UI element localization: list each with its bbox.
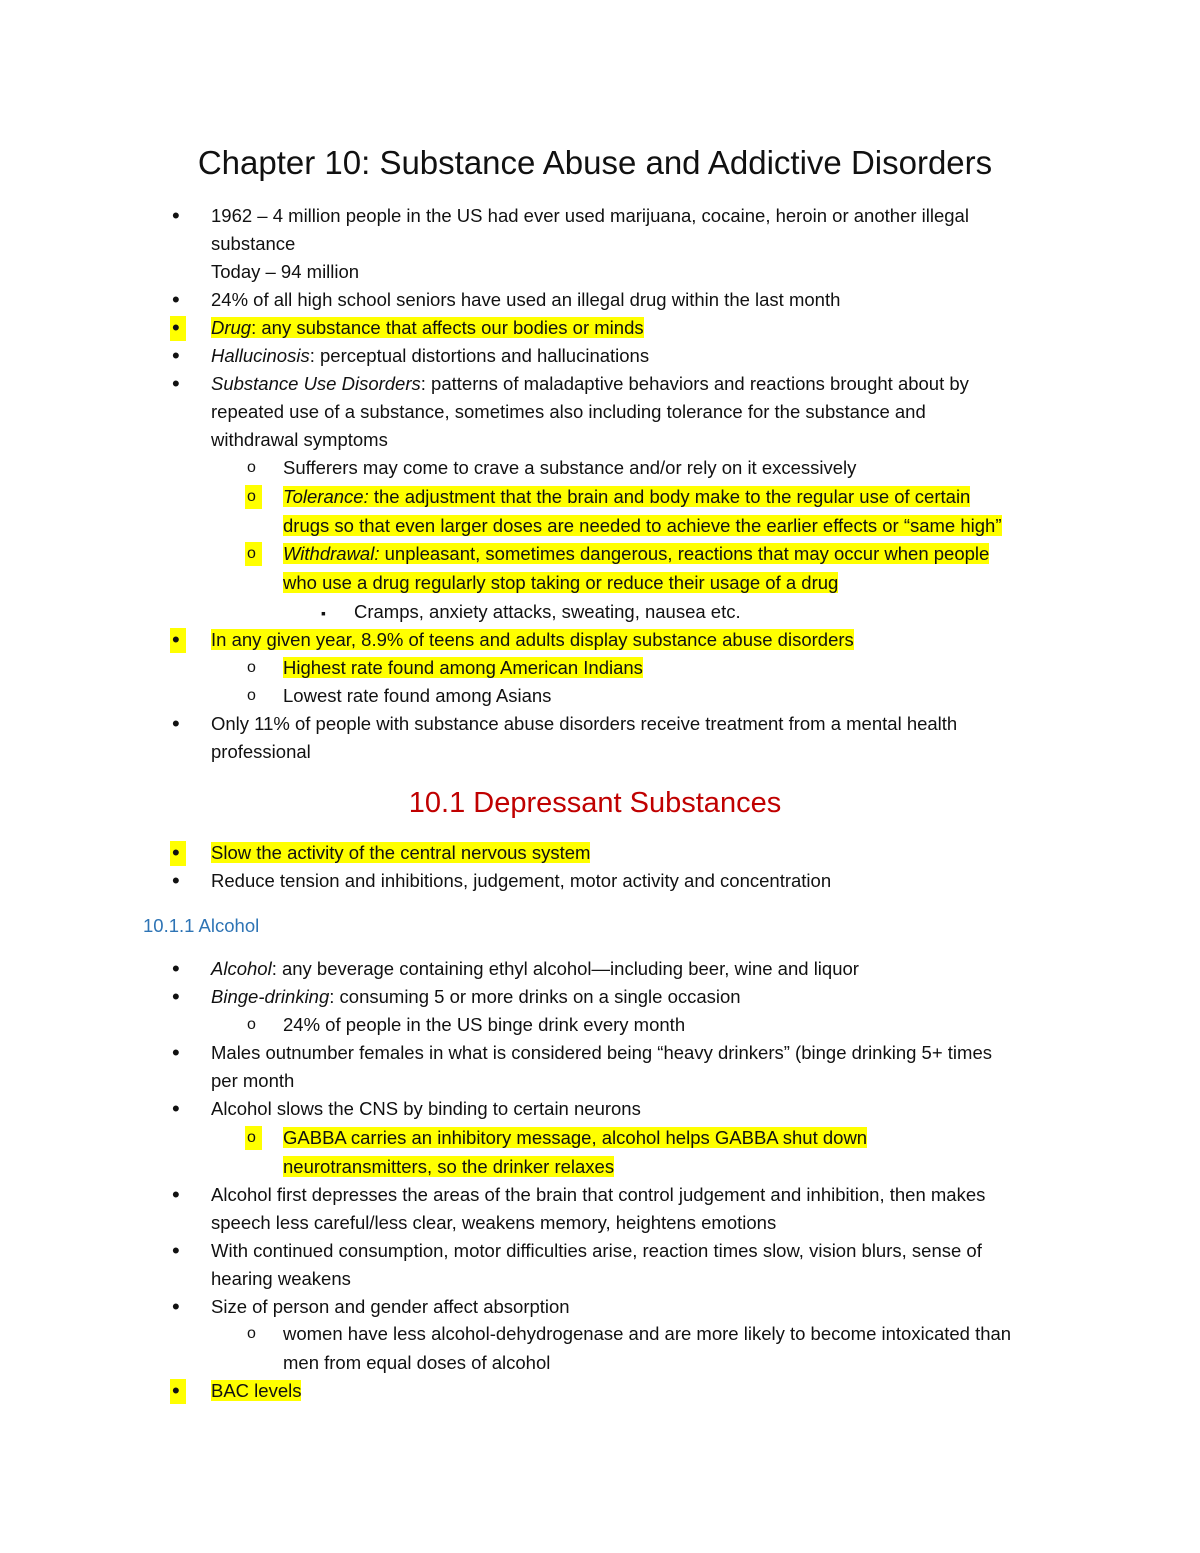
sub-item-tolerance (283, 485, 970, 509)
list-item-depresses: Alcohol first depresses the areas of the brain that control judgement and inhibition, then makes (211, 1184, 986, 1205)
sub-bullet: o (247, 459, 256, 476)
definition-text: : patterns of maladaptive behaviors and reactions brought about by (420, 373, 969, 394)
highlighted-text: neurotransmitters, so the drinker relaxes (283, 1156, 615, 1177)
highlighted-text: Slow the activity of the central nervous system (211, 842, 591, 863)
bullet (172, 344, 180, 369)
page-title: Chapter 10: Substance Abuse and Addictive Disorders (197, 144, 993, 181)
list-item-males: Males outnumber females in what is considered being “heavy drinkers” (binge drinking 5+ times (211, 1042, 992, 1063)
bullet (172, 204, 180, 229)
bullet-highlighted (170, 841, 186, 866)
bullet (172, 712, 180, 737)
bullet (172, 1295, 180, 1320)
square-bullet (321, 600, 326, 625)
list-item-bac (211, 1379, 301, 1403)
sub-item-lowest-rate: Lowest rate found among Asians (283, 685, 552, 706)
highlighted-text: In any given year, 8.9% of teens and adults display substance abuse disorders (211, 629, 854, 650)
list-item-sud-cont: repeated use of a substance, sometimes also including tolerance for the substance and (211, 401, 926, 422)
list-item-binge-definition (211, 985, 741, 1009)
sub-item-withdrawal (283, 542, 989, 566)
sub-item-crave: Sufferers may come to crave a substance and/or rely on it excessively (283, 457, 857, 478)
bullet (172, 957, 180, 982)
sub-bullet: o (247, 687, 256, 704)
bullet (172, 288, 180, 313)
sub-bullet-highlighted: o (245, 542, 262, 566)
list-item-males-cont: per month (211, 1070, 295, 1091)
bullet (172, 1239, 180, 1264)
sub-item-binge-stat: 24% of people in the US binge drink every month (283, 1014, 686, 1035)
term-alcohol: Alcohol (211, 958, 272, 979)
list-item-today: Today – 94 million (211, 261, 360, 282)
definition-text: who use a drug regularly stop taking or reduce their usage of a drug (283, 572, 839, 593)
bullet (172, 1183, 180, 1208)
highlighted-text: GABBA carries an inhibitory message, alcohol helps GABBA shut down (283, 1127, 868, 1148)
definition-text: : any beverage containing ethyl alcohol—including beer, wine and liquor (271, 958, 859, 979)
list-item-hallucinosis (211, 344, 649, 368)
bullet-highlighted (170, 1379, 186, 1404)
sub-bullet-highlighted: o (245, 1126, 262, 1150)
bullet (172, 372, 180, 397)
term-drug: Drug (211, 317, 252, 338)
term-binge-drinking: Binge-drinking (211, 986, 330, 1007)
list-item-seniors: 24% of all high school seniors have used an illegal drug within the last month (211, 289, 841, 310)
list-item-slow-cns (211, 841, 590, 865)
sub-bullet: o (247, 1325, 256, 1342)
list-item-1962: 1962 – 4 million people in the US had ever used marijuana, cocaine, heroin or another illegal (211, 205, 969, 226)
list-item-drug-definition (211, 316, 644, 340)
term-tolerance: Tolerance: (283, 486, 369, 507)
bullet (172, 1041, 180, 1066)
sub-bullet: o (247, 659, 256, 676)
bullet-highlighted (170, 316, 186, 341)
list-item-sud (211, 372, 969, 396)
sub-item-gabba (283, 1126, 867, 1150)
sub-item-gabba-cont (283, 1155, 614, 1179)
list-item-continued: With continued consumption, motor difficulties arise, reaction times slow, vision blurs, sense of (211, 1240, 982, 1261)
list-item-alcohol-definition (211, 957, 859, 981)
definition-text: the adjustment that the brain and body make to the regular use of certain (368, 486, 971, 507)
term-hallucinosis: Hallucinosis (211, 345, 310, 366)
bullet (172, 869, 180, 894)
highlighted-text: BAC levels (211, 1380, 302, 1401)
definition-text: unpleasant, sometimes dangerous, reactions that may occur when people (379, 543, 990, 564)
definition-text: : perceptual distortions and hallucinations (309, 345, 650, 366)
sub-item-withdrawal-cont (283, 571, 838, 595)
term-withdrawal: Withdrawal: (283, 543, 380, 564)
highlighted-text: Highest rate found among American Indians (283, 657, 643, 678)
definition-text: : any substance that affects our bodies or minds (251, 317, 644, 338)
section-heading: 10.1 Depressant Substances (408, 787, 782, 819)
list-item-cns: Alcohol slows the CNS by binding to certain neurons (211, 1098, 641, 1119)
list-item-reduce-tension: Reduce tension and inhibitions, judgement, motor activity and concentration (211, 870, 832, 891)
subsection-heading: 10.1.1 Alcohol (143, 915, 260, 936)
sub-item-women-cont: men from equal doses of alcohol (283, 1352, 551, 1373)
sub-bullet-highlighted: o (245, 485, 262, 509)
list-item-1962-cont: substance (211, 233, 296, 254)
list-item-absorption: Size of person and gender affect absorption (211, 1296, 570, 1317)
bullet-highlighted (170, 628, 186, 653)
list-item-prevalence (211, 628, 854, 652)
list-item-sud-cont: withdrawal symptoms (211, 429, 388, 450)
bullet (172, 1097, 180, 1122)
list-item-treatment-cont: professional (211, 741, 311, 762)
term-sud: Substance Use Disorders (211, 373, 421, 394)
sub-item-highest-rate (283, 656, 643, 680)
definition-text: : consuming 5 or more drinks on a single occasion (329, 986, 741, 1007)
sub-bullet: o (247, 1016, 256, 1033)
bullet (172, 985, 180, 1010)
definition-text: drugs so that even larger doses are needed to achieve the earlier effects or “same high” (283, 515, 1002, 536)
list-item-treatment: Only 11% of people with substance abuse disorders receive treatment from a mental health (211, 713, 958, 734)
sub-sub-item-symptoms: Cramps, anxiety attacks, sweating, nausea etc. (354, 601, 741, 622)
sub-item-tolerance-cont (283, 514, 1002, 538)
list-item-continued-cont: hearing weakens (211, 1268, 351, 1289)
sub-item-women: women have less alcohol-dehydrogenase and are more likely to become intoxicated than (283, 1323, 1012, 1344)
list-item-depresses-cont: speech less careful/less clear, weakens memory, heightens emotions (211, 1212, 777, 1233)
